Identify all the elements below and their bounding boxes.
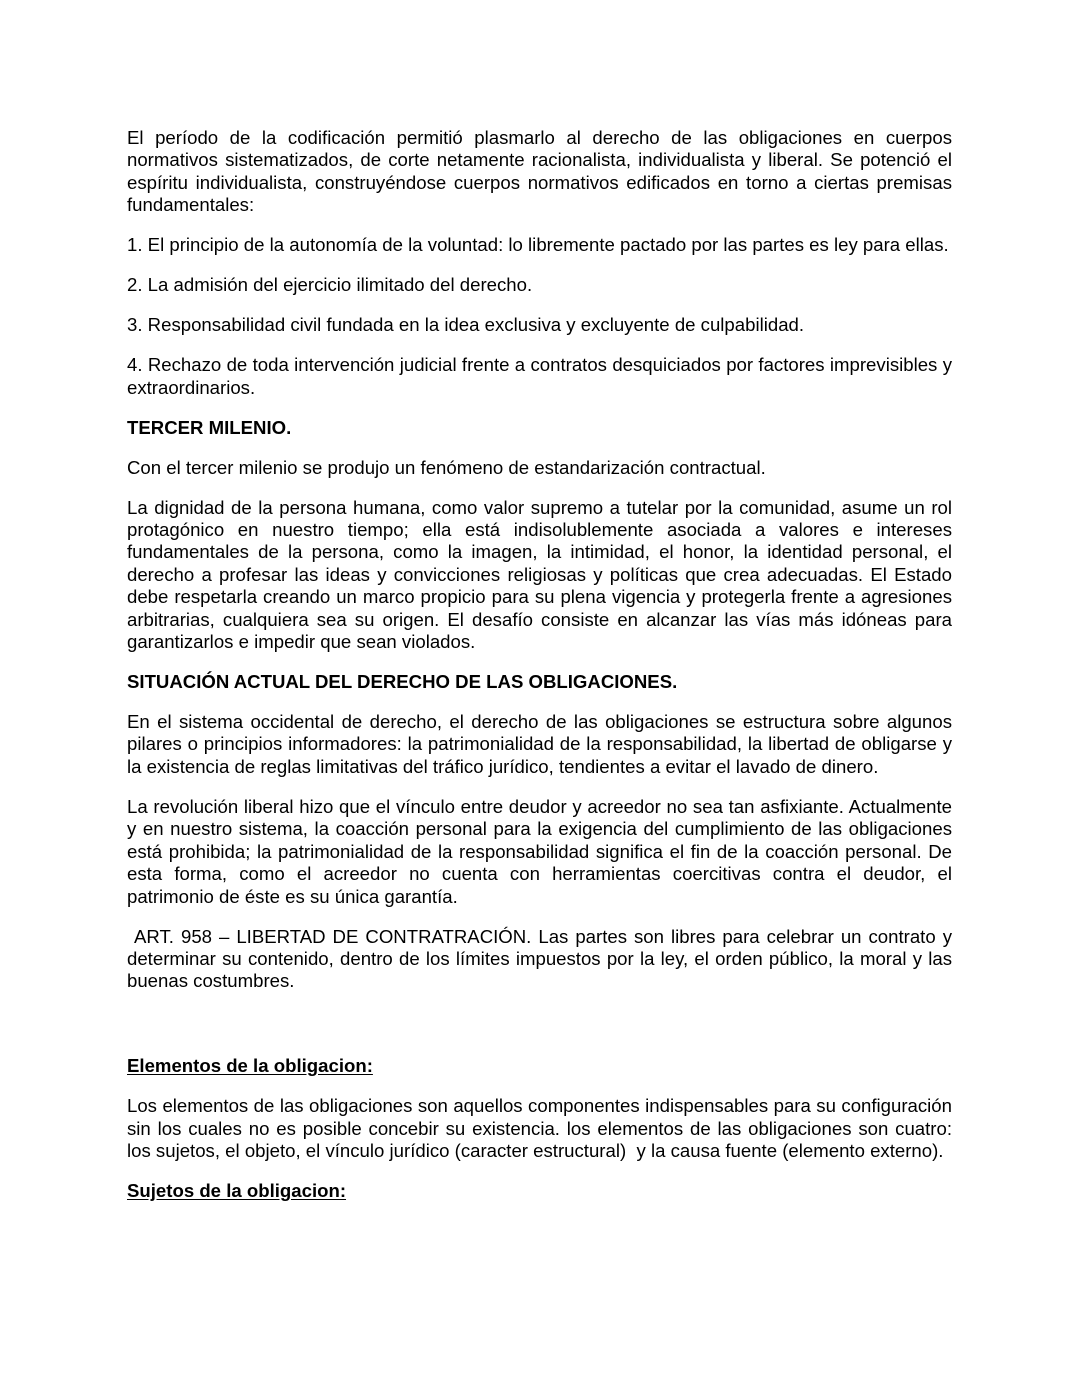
document-page [127,127,958,1220]
premise-3: 3. Responsabilidad civil fundada en la idea exclusiva y excluyente de culpabilidad. [127,314,805,336]
premise-1: 1. El principio de la autonomía de la voluntad: lo libremente pactado por las partes es ley para ellas. [127,234,949,256]
article-958-paragraph: ART. 958 – LIBERTAD DE CONTRATRACIÓN. Las partes son libres para celebrar un contrato y determinar su contenido, dentro de los límites impuestos por la ley, el orden público, la moral y las buenas costumbres. [127,925,958,992]
section-heading-tercer-milenio: TERCER MILENIO. [127,416,292,438]
situacion-actual-paragraph-2: La revolución liberal hizo que el vínculo entre deudor y acreedor no sea tan asfixiante. Actualmente y en nuestro sistema, la coacción personal para la exigencia del cumplimiento de las obligaciones está prohibida; la patrimonialidad de la responsabilidad significa el fin de la coacción personal. De esta forma, como el acreedor no cuenta con herramientas coercitivas contra el deudor, el patrimonio de éste es su única garantía. [127,795,952,907]
situacion-actual-paragraph-1: En el sistema occidental de derecho, el derecho de las obligaciones se estructura sobre algunos pilares o principios informadores: la patrimonialidad de la responsabilidad, la libertad de obligarse y la existencia de reglas limitativas del tráfico jurídico, tendientes a evitar el lavado de dinero. [127,711,952,777]
elementos-paragraph: Los elementos de las obligaciones son aquellos componentes indispensables para su configuración sin los cuales no es posible concebir su existencia. los elementos de las obligaciones son cuatro: los sujetos, el objeto, el vínculo jurídico (caracter estructural) y la causa fuente (elemento externo). [127,1095,958,1161]
tercer-milenio-paragraph-1: Con el tercer milenio se produjo un fenómeno de estandarización contractual. [127,456,766,478]
section-heading-elementos: Elementos de la obligacion: [127,1055,373,1077]
section-heading-situacion-actual: SITUACIÓN ACTUAL DEL DERECHO DE LAS OBLIGACIONES. [127,671,678,693]
premise-4: 4. Rechazo de toda intervención judicial frente a contratos desquiciados por factores imprevisibles y extraordinarios. [127,354,952,398]
tercer-milenio-paragraph-2: La dignidad de la persona humana, como valor supremo a tutelar por la comunidad, asume un rol protagónico en nuestro tiempo; ella está indisolublemente asociada a valores e intereses fundamentales de la persona, como la imagen, la intimidad, el honor, la identidad personal, el derecho a profesar las ideas y convicciones religiosas y políticas que crea adecuadas. El Estado debe respetarla creando un marco propicio para su plena vigencia y protegerla frente a agresiones arbitrarias, cualquiera sea su origen. El desafío consiste en alcanzar las vías más idóneas para garantizarlos e impedir que sean violados. [127,496,952,653]
section-heading-sujetos: Sujetos de la obligacion: [127,1179,347,1201]
blank-space [127,1010,952,1055]
premise-2: 2. La admisión del ejercicio ilimitado del derecho. [127,274,533,296]
intro-paragraph: El período de la codificación permitió plasmarlo al derecho de las obligaciones en cuerpos normativos sistematizados, de corte netamente racionalista, individualista y liberal. Se potenció el espíritu individualista, construyéndose cuerpos normativos edificados en torno a ciertas premisas fundamentales: [127,127,952,216]
